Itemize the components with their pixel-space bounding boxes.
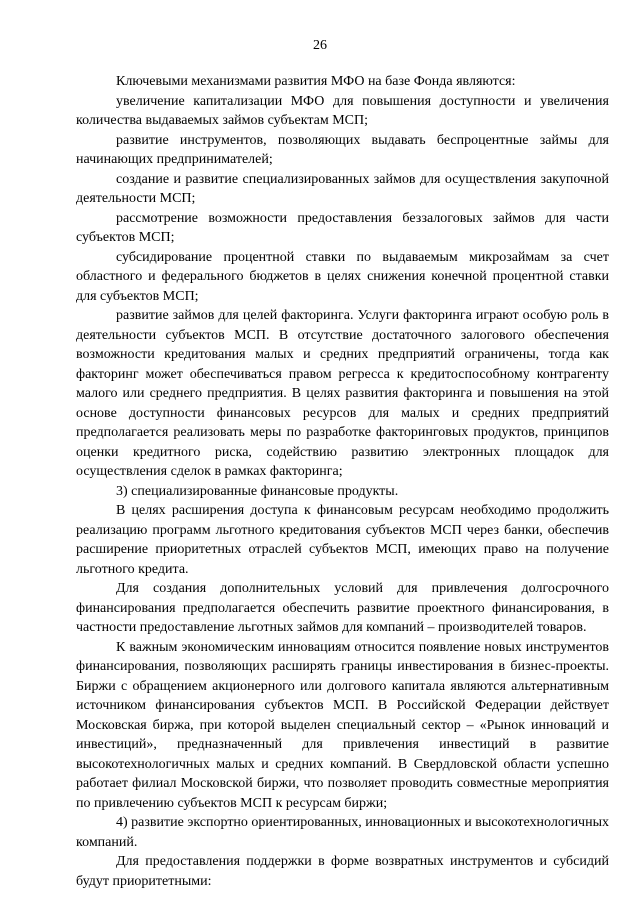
paragraph-procurement-loans: создание и развитие специализированных займов для осуществления закупочной деятельности МСП; bbox=[76, 171, 609, 206]
paragraph-preferential-credit: В целях расширения доступа к финансовым ресурсам необходимо продолжить реализацию программ льготного кредитования субъектов МСП через банки, обеспечив расширение приоритетных отраслей субъектов МСП, имеющих право на получение льготного кредита. bbox=[76, 503, 609, 577]
paragraph-unsecured-loans: рассмотрение возможности предоставления беззалоговых займов для части субъектов МСП; bbox=[76, 210, 609, 245]
document-body bbox=[76, 72, 609, 891]
paragraph-factoring: развитие займов для целей факторинга. Услуги факторинга играют особую роль в деятельности субъектов МСП. В отсутствие достаточного залогового обеспечения возможности кредитования малых и средних предприятий ограничены, тогда как факторинг может обеспечиваться правом регресса к кредитоспособному контрагенту малого или среднего предприятия. В целях развития факторинга и повышения на этой основе доступности финансовых ресурсов для малых и средних предприятий предполагается реализовать меры по разработке факторинговых продуктов, принципов оценки кредитного риска, содействию развитию электронных площадок для осуществления сделок в рамках факторинга; bbox=[76, 308, 609, 479]
paragraph-intro: Ключевыми механизмами развития МФО на базе Фонда являются: bbox=[116, 74, 516, 89]
paragraph-interest-free-loans: развитие инструментов, позволяющих выдавать беспроцентные займы для начинающих предпринимателей; bbox=[76, 132, 609, 167]
paragraph-project-finance: Для создания дополнительных условий для привлечения долгосрочного финансирования предполагается обеспечить развитие проектного финансирования, в частности предоставление льготных займов для компаний – производителей товаров. bbox=[76, 581, 609, 635]
page-number: 26 bbox=[313, 38, 327, 53]
paragraph-exchange-innovations: К важным экономическим инновациям относится появление новых инструментов финансирования, позволяющих расширять границы инвестирования в бизнес-проекты. Биржи с обращением акционерного или долгового капитала являются альтернативным источником финансирования субъектов МСП. В Российской Федерации действует Московская биржа, при которой выделен специальный сектор – «Рынок инноваций и инвестиций», предназначенный для привлечения инвестиций в развитие высокотехнологичных малых и средних компаний. В Свердловской области успешно работает филиал Московской биржи, что позволяет проводить совместные мероприятия по привлечению субъектов МСП к ресурсам биржи; bbox=[76, 639, 609, 811]
paragraph-section-4: 4) развитие экспортно ориентированных, инновационных и высокотехнологичных компаний. bbox=[76, 815, 610, 850]
paragraph-section-3: 3) специализированные финансовые продукты. bbox=[116, 483, 399, 499]
paragraph-capitalization: увеличение капитализации МФО для повышения доступности и увеличения количества выдаваемых займов субъектам МСП; bbox=[76, 93, 609, 128]
paragraph-priorities: Для предоставления поддержки в форме возвратных инструментов и субсидий будут приоритетными: bbox=[76, 854, 609, 889]
paragraph-rate-subsidy: субсидирование процентной ставки по выдаваемым микрозаймам за счет областного и федерального бюджетов в целях снижения конечной процентной ставки для субъектов МСП; bbox=[76, 249, 609, 304]
